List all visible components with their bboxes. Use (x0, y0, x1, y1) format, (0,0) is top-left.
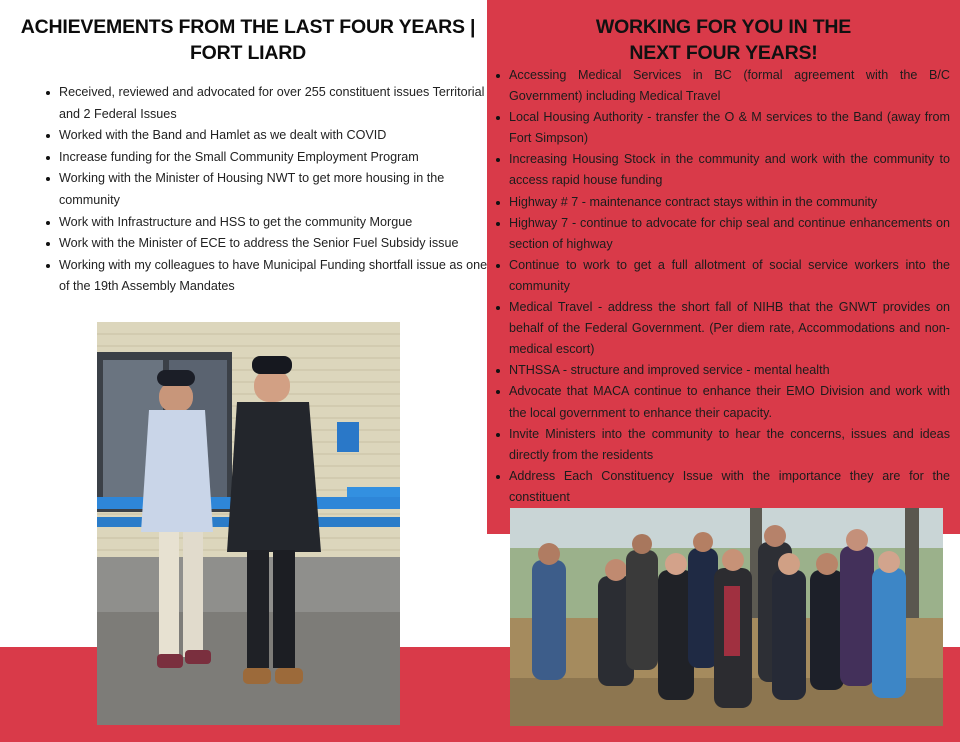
priority-item: Local Housing Authority - transfer the O & M services to the Band (away from Fort Simpson) (509, 107, 950, 149)
achievement-item: Received, reviewed and advocated for over 255 constituent issues Territorial and 2 Federal Issues (59, 82, 495, 125)
priority-item: Invite Ministers into the community to hear the concerns, issues and ideas directly from the residents (509, 424, 950, 466)
achievement-item: Working with the Minister of Housing NWT to get more housing in the community (59, 168, 495, 211)
achievements-list (40, 82, 495, 298)
right-heading-line2: NEXT FOUR YEARS! (629, 42, 818, 64)
two-men-photo-illustration (97, 322, 400, 725)
priority-item: Accessing Medical Services in BC (formal agreement with the B/C Government) including Medical Travel (509, 65, 950, 107)
left-heading-line1: ACHIEVEMENTS FROM THE LAST FOUR YEARS | (20, 16, 476, 38)
priority-item: Increasing Housing Stock in the community and work with the community to access rapid house funding (509, 149, 950, 191)
achievement-item: Increase funding for the Small Community Employment Program (59, 147, 495, 169)
achievement-item: Work with Infrastructure and HSS to get the community Morgue (59, 212, 495, 234)
left-heading (20, 14, 476, 66)
priority-item: Advocate that MACA continue to enhance their EMO Division and work with the local government to enhance their capacity. (509, 381, 950, 423)
right-heading-line1: WORKING FOR YOU IN THE (595, 16, 852, 38)
priorities-list (490, 65, 950, 508)
priority-item: Continue to work to get a full allotment of social service workers into the community (509, 255, 950, 297)
achievement-item: Work with the Minister of ECE to address the Senior Fuel Subsidy issue (59, 233, 495, 255)
two-men-photo (97, 322, 400, 725)
priority-item: Medical Travel - address the short fall of NIHB that the GNWT provides on behalf of the Federal Government. (Per diem rate, Accommodations and non-medical escort) (509, 297, 950, 360)
group-photo-illustration (510, 508, 943, 726)
achievement-item: Working with my colleagues to have Municipal Funding shortfall issue as one of the 19th Assembly Mandates (59, 255, 495, 298)
right-heading (487, 14, 960, 66)
priority-item: NTHSSA - structure and improved service - mental health (509, 360, 950, 381)
group-photo (510, 508, 943, 726)
priority-item: Highway # 7 - maintenance contract stays within in the community (509, 192, 950, 213)
achievement-item: Worked with the Band and Hamlet as we dealt with COVID (59, 125, 495, 147)
priority-item: Highway 7 - continue to advocate for chip seal and continue enhancements on section of highway (509, 213, 950, 255)
left-heading-line2: FORT LIARD (189, 42, 307, 64)
priority-item: Address Each Constituency Issue with the importance they are for the constituent (509, 466, 950, 508)
